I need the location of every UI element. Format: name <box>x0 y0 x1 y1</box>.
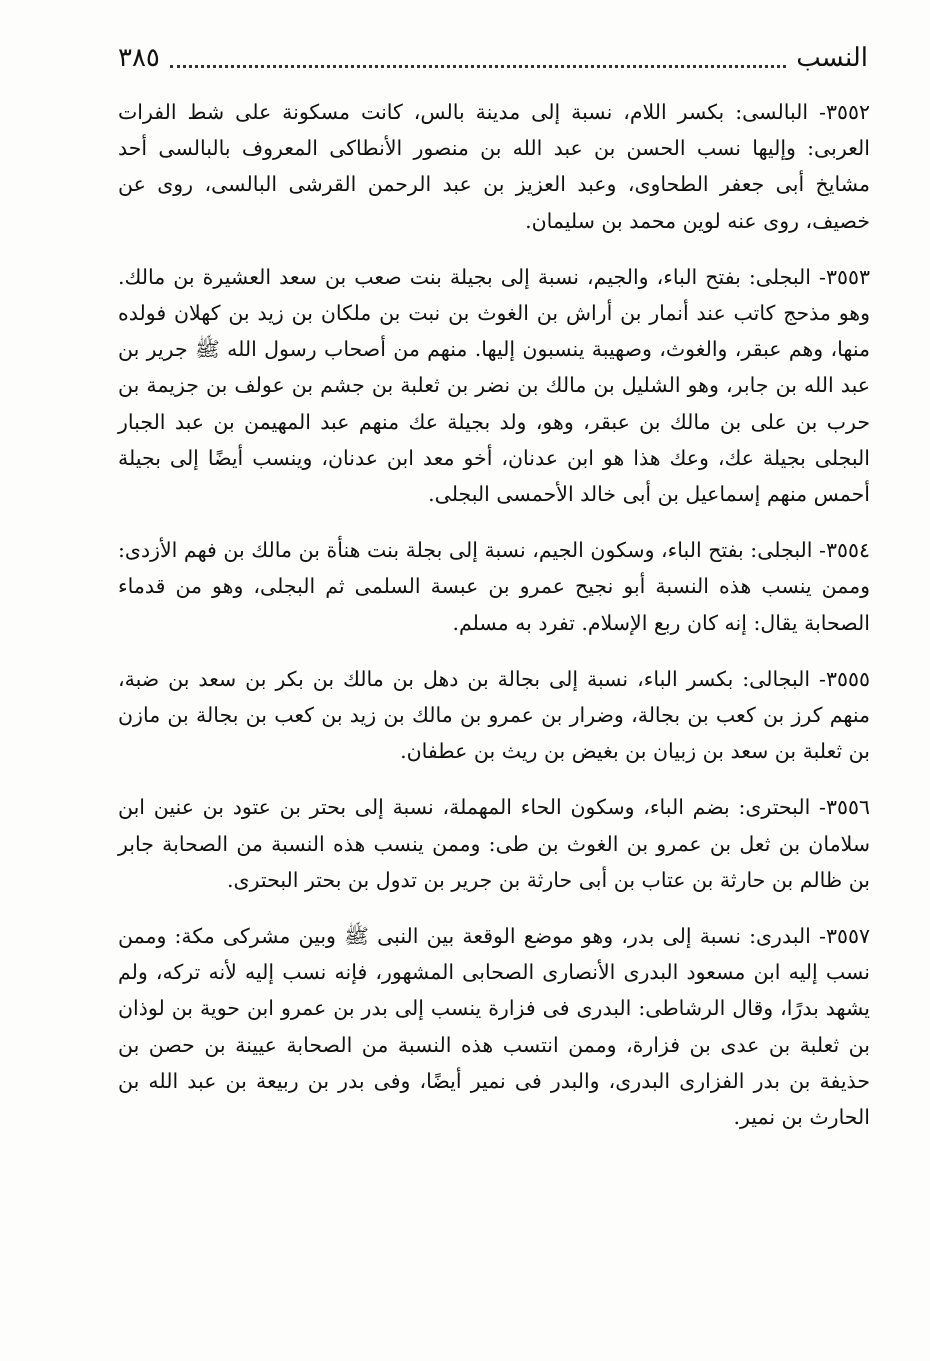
header-title: النسب <box>796 43 868 73</box>
entry-3556: ٣٥٥٦- البحترى: بضم الباء، وسكون الحاء المهملة، نسبة إلى بحتر بن عتود بن عنين ابن سلامان بن ثعل بن عمرو بن الغوث بن طى: وممن ينسب هذه النسبة من الصحابة جابر بن ظالم بن حارثة بن عتاب بن أبى حارثة بن جرير بن تدول بن بحتر البحترى. <box>118 795 870 892</box>
entry-3555: ٣٥٥٥- البجالى: بكسر الباء، نسبة إلى بجالة بن دهل بن مالك بن بكر بن سعد بن ضبة، منهم كرز بن كعب بن بجالة، وضرار بن عمرو بن مالك بن زيد بن كعب بن بجالة بن مازن بن ثعلبة بن سعد بن زبيان بن بغيض بن ريث بن عطفان. <box>118 666 870 764</box>
entry-3557: ٣٥٥٧- البدرى: نسبة إلى بدر، وهو موضع الوقعة بين النبى ﷺ وبين مشركى مكة: وممن نسب إليه ابن مسعود البدرى الأنصارى الصحابى المشهور، فإنه نسب إليه لأنه تركه، ولم يشهد بدرًا، وقال الرشاطى: البدرى فى فزارة ينسب إلى بدر بن عمرو ابن حوية بن لوذان بن ثعلبة بن عدى بن فزارة، وممن انتسب هذه النسبة من الصحابة عيينة بن حصن بن حذيفة بن بدر الفزارى البدرى، والبدر فى نمير أيضًا، وفى بدر بن ربيعة بن عبد الله بن الحارث بن نمير. <box>118 924 870 1130</box>
entry-3553: ٣٥٥٣- البجلى: بفتح الباء، والجيم، نسبة إلى بجيلة بنت صعب بن سعد العشيرة بن مالك. وهو مذحج كاتب عند أنمار بن أراش بن الغوث بن نبت بن ملكان بن زيد بن كهلان فولده منها، وهم عبقر، والغوث، وصهيبة ينسبون إليها. منهم من أصحاب رسول الله ﷺ جرير بن عبد الله بن جابر، وهو الشليل بن مالك بن نضر بن ثعلبة بن جشم بن عولف بن جزيمة بن حرب بن على بن مالك بن عبقر، وهو، ولد بجيلة عك منهم عبد المهيمن بن عبد الجبار البجلى بجيلة عك، وعك هذا هو ابن عدنان، أخو معد ابن عدنان، وينسب أيضًا إلى بجيلة أحمس منهم إسماعيل بن أبى خالد الأحمسى البجلى. <box>118 264 870 507</box>
entry-3554: ٣٥٥٤- البجلى: بفتح الباء، وسكون الجيم، نسبة إلى بجلة بنت هنأة بن مالك بن فهم الأزدى: وممن ينسب هذه النسبة أبو نجيح عمرو بن عبسة السلمى ثم البجلى، وهو من قدماء الصحابة يقال: إنه كان ربع الإسلام. تفرد به مسلم. <box>118 538 870 635</box>
entry-3552: ٣٥٥٢- البالسى: بكسر اللام، نسبة إلى مدينة بالس، كانت مسكونة على شط الفرات العربى: وإليها نسب الحسن بن عبد الله بن منصور الأنطاكى المعروف بالبالسى أحد مشايخ أبى جعفر الطحاوى، وعبد العزيز بن عبد الرحمن القرشى البالسى، روى عن خصيف، روى عنه لوين محمد بن سليمان. <box>118 100 870 233</box>
header-dotted-leader <box>170 65 786 68</box>
page-number: ٣٨٥ <box>118 43 160 73</box>
page-body <box>118 94 870 1155</box>
running-header <box>118 38 868 78</box>
